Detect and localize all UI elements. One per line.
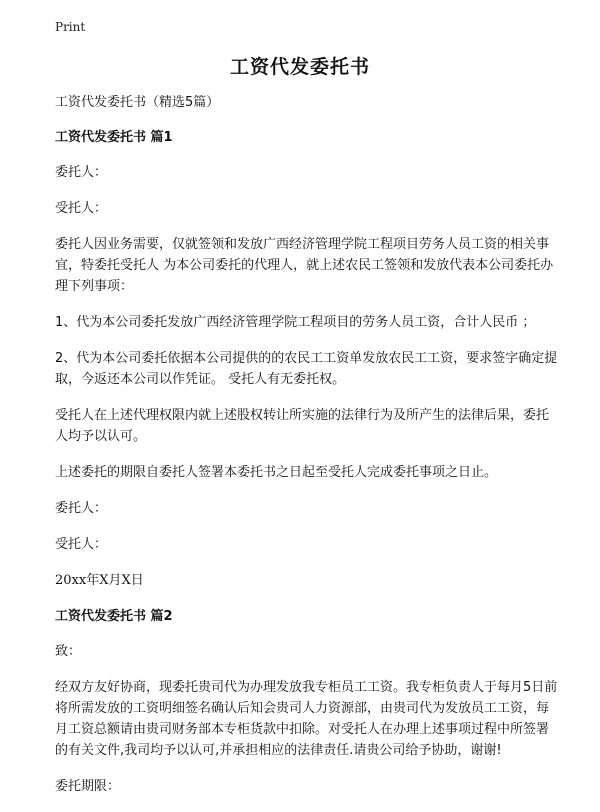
paragraph: 经双方友好协商，现委托贵司代为办理发放我专柜员工工资。我专柜负责人于每月5日前将所需发放的工资明细签名确认后知会贵司人力资源部，由贵司代为发放员工工资，每月工资总额请由贵司财务部本专柜货款中扣除。对受托人在办理上述事项过程中所签署的有关文件,我司均予以认可,并承担相应的法律责任.请贵公司给予协助，谢谢!	[55, 680, 558, 758]
paragraph: 2、代为本公司委托依据本公司提供的的农民工工资单发放农民工工资，要求签字确定提取，今返还本公司以作凭证。 受托人有无委托权。	[55, 351, 558, 387]
document-body	[55, 92, 560, 812]
paragraph: 委托期限：	[55, 779, 121, 794]
document-subtitle: 工资代发委托书（精选5篇）	[55, 95, 220, 110]
date-line: 20xx年X月X日	[55, 573, 144, 588]
print-link[interactable]: Print	[55, 20, 86, 34]
section-heading-2: 工资代发委托书 篇2	[55, 609, 173, 624]
paragraph: 致：	[55, 644, 82, 659]
paragraph: 委托人因业务需要，仅就签领和发放广西经济管理学院工程项目劳务人员工资的相关事宜，特委托受托人 为本公司委托的代理人，就上述农民工签领和发放代表本公司委托办理下列事项：	[55, 237, 554, 294]
section-heading-1: 工资代发委托书 篇1	[55, 130, 173, 145]
paragraph: 1、代为本公司委托发放广西经济管理学院工程项目的劳务人员工资，合计人民币 ；	[55, 315, 536, 330]
paragraph: 受托人：	[55, 201, 108, 216]
paragraph: 受托人在上述代理权限内就上述股权转让所实施的法律行为及所产生的法律后果，委托人均予以认可。	[55, 408, 550, 444]
paragraph: 委托人：	[55, 165, 108, 180]
paragraph: 委托人：	[55, 501, 108, 516]
paragraph: 上述委托的期限自委托人签署本委托书之日起至受托人完成委托事项之日止。	[55, 465, 498, 480]
paragraph: 受托人：	[55, 537, 108, 552]
document-title: 工资代发委托书	[229, 56, 370, 78]
